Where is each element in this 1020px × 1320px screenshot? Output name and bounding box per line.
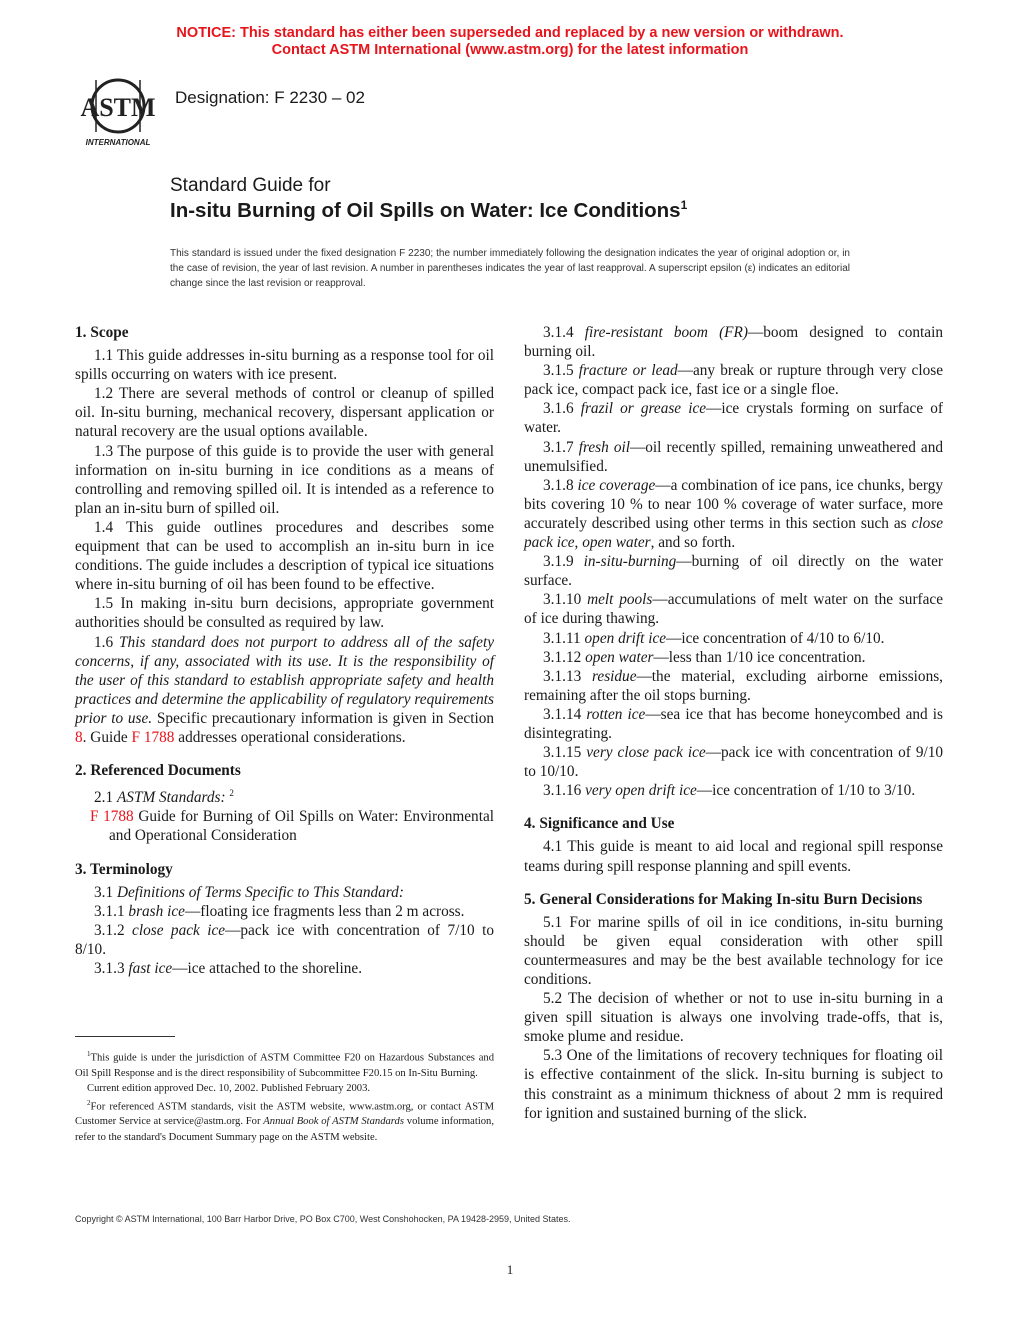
term-3-1-1: 3.1.1 brash ice—floating ice fragments less than 2 m across. [94, 902, 465, 920]
referenced-doc: F 1788 Guide for Burning of Oil Spills on Water: Environmental and Operational Consideration [90, 808, 494, 845]
astm-logo [76, 76, 160, 148]
para-1-5: 1.5 In making in-situ burn decisions, appropriate government authorities should be consulted as required by law. [75, 595, 494, 632]
footnote-2: $^2$For referenced ASTM standards, visit the ASTM website, www.astm.org, or contact ASTM Customer Service at service@astm.org. For Annual Book of ASTM Standards volume information, refer to the standard's Document Summary page on the ASTM website. [75, 1098, 495, 1143]
term-3-1-4: 3.1.4 fire-resistant boom (FR)—boom designed to contain burning oil. [524, 324, 943, 361]
para-5-1: 5.1 For marine spills of oil in ice conditions, in-situ burning should be given equal consideration with other spill countermeasures and may be the best available technology for ice conditions. [524, 913, 943, 988]
term-3-1-8: 3.1.8 ice coverage—a combination of ice pans, ice chunks, bergy bits covering 10 % to near 100 % coverage of water surface, more accurately described using other terms in this section such as close pack ice, open water, and so forth. [524, 476, 943, 552]
section-1-heading: 1. Scope [75, 324, 129, 341]
term-3-1-16: 3.1.16 very open drift ice—ice concentration of 1/10 to 3/10. [543, 782, 916, 800]
term-3-1-12: 3.1.12 open water—less than 1/10 ice concentration. [543, 648, 866, 666]
copyright: Copyright © ASTM International, 100 Barr Harbor Drive, PO Box C700, West Conshohocken, PA 19428-2959, United States. [75, 1214, 571, 1224]
footnote-1: $^1$This guide is under the jurisdiction of ASTM Committee F20 on Hazardous Substances and Oil Spill Response and is the direct responsibility of Subcommittee F20.15 on In-Situ Burning. [75, 1050, 494, 1079]
para-3-1: 3.1 Definitions of Terms Specific to This Standard: [94, 883, 404, 901]
footnotes [75, 1047, 494, 1145]
term-3-1-7: 3.1.7 fresh oil—oil recently spilled, remaining unweathered and unemulsified. [524, 438, 944, 475]
term-3-1-15: 3.1.15 very close pack ice—pack ice with concentration of 9/10 to 10/10. [524, 744, 944, 781]
term-3-1-2: 3.1.2 close pack ice—pack ice with concentration of 7/10 to 8/10. [75, 921, 494, 958]
f1788-link[interactable]: F 1788 [131, 728, 175, 746]
section-2-heading: 2. Referenced Documents [75, 762, 241, 780]
term-3-1-6: 3.1.6 frazil or grease ice—ice crystals forming on surface of water. [524, 400, 944, 437]
logo-subtext: INTERNATIONAL [85, 138, 151, 147]
para-1-2: 1.2 There are several methods of control or cleanup of spilled oil. In-situ burning, mechanical recovery, dispersant application or natural recovery are the usual options available. [75, 385, 494, 441]
para-5-3: 5.3 One of the limitations of recovery techniques for floating oil is effective containment of the slick. In-situ burning is subject to this constraint as a minimum thickness of about 2 mm is required for ignition and sustained burning of the slick. [524, 1047, 943, 1122]
section-4-heading: 4. Significance and Use [524, 815, 675, 833]
para-5-2: 5.2 The decision of whether or not to use in-situ burning in a given spill situation is always one involving trade-offs, that is, smoke plume and residue. [524, 990, 943, 1046]
title-footnote-marker: 1 [680, 198, 688, 212]
para-1-3: 1.3 The purpose of this guide is to provide the user with general information on in-situ burning in ice conditions as a means of controlling and removing spilled oil. It is intended as a reference to plan an in-situ burn of spilled oil. [75, 442, 494, 517]
para-1-4: 1.4 This guide outlines procedures and describes some equipment that can be used to accomplish an in-situ burn in ice conditions. The guide includes a description of typical ice situations where in-situ burning of oil has been found to be effective. [75, 518, 494, 594]
term-3-1-11: 3.1.11 open drift ice—ice concentration of 4/10 to 6/10. [543, 629, 885, 647]
right-column [524, 323, 943, 1123]
f1788-doc-link[interactable]: F 1788 [90, 808, 134, 826]
term-3-1-5: 3.1.5 fracture or lead—any break or rupture through very close pack ice, compact pack ice, fast ice or a single floe. [524, 362, 943, 399]
notice-line-2: Contact ASTM International (www.astm.org) for the latest information [271, 42, 749, 58]
para-4-1: 4.1 This guide is meant to aid local and regional spill response teams during spill response planning and spill events. [524, 838, 943, 875]
section-5-heading: 5. General Considerations for Making In-situ Burn Decisions [524, 890, 923, 908]
title-line-1: Standard Guide for [170, 175, 331, 196]
issued-note: This standard is issued under the fixed designation F 2230; the number immediately following the designation indicates the year of original adoption or, in the case of revision, the year of last revision. A number in parentheses indicates the year of last reapproval. A superscript epsilon (ε) indicates an editorial change since the last revision or reapproval. [170, 248, 850, 289]
term-3-1-14: 3.1.14 rotten ice—sea ice that has become honeycombed and is disintegrating. [524, 705, 944, 742]
page-number: 1 [506, 1262, 514, 1277]
notice-line-1: NOTICE: This standard has either been superseded and replaced by a new version or withdrawn. [176, 25, 844, 41]
para-1-6: 1.6 This standard does not purport to address all of the safety concerns, if any, associated with its use. It is the responsibility of the user of this standard to establish appropriate safety and health practices and determine the applicability of regulatory requirements prior to use. Specific precautionary information is given in Section 8. Guide F 1788 addresses operational considerations. [75, 633, 495, 746]
left-column [75, 323, 494, 978]
footnote-1b: Current edition approved Dec. 10, 2002. Published February 2003. [87, 1082, 371, 1094]
term-3-1-3: 3.1.3 fast ice—ice attached to the shoreline. [94, 960, 363, 977]
title-line-2 [170, 199, 687, 223]
title-main: In-situ Burning of Oil Spills on Water: Ice Conditions [170, 199, 681, 222]
term-3-1-13: 3.1.13 residue—the material, excluding airborne emissions, remaining after the oil stops burning. [524, 667, 943, 704]
notice-banner [0, 25, 1020, 59]
term-3-1-10: 3.1.10 melt pools—accumulations of melt water on the surface of ice during thawing. [524, 591, 944, 628]
term-3-1-9: 3.1.9 in-situ-burning—burning of oil directly on the water surface. [524, 553, 943, 590]
logo-text: ASTM [80, 93, 156, 122]
para-1-1: 1.1 This guide addresses in-situ burning as a response tool for oil spills occurring on waters with ice present. [75, 347, 494, 384]
para-2-1: 2.1 ASTM Standards: $^2$ [94, 788, 234, 807]
section-3-heading: 3. Terminology [75, 860, 173, 878]
footnote-rule [75, 1036, 175, 1037]
section-8-link[interactable]: 8 [75, 728, 83, 746]
designation: Designation: F 2230 – 02 [175, 88, 365, 107]
